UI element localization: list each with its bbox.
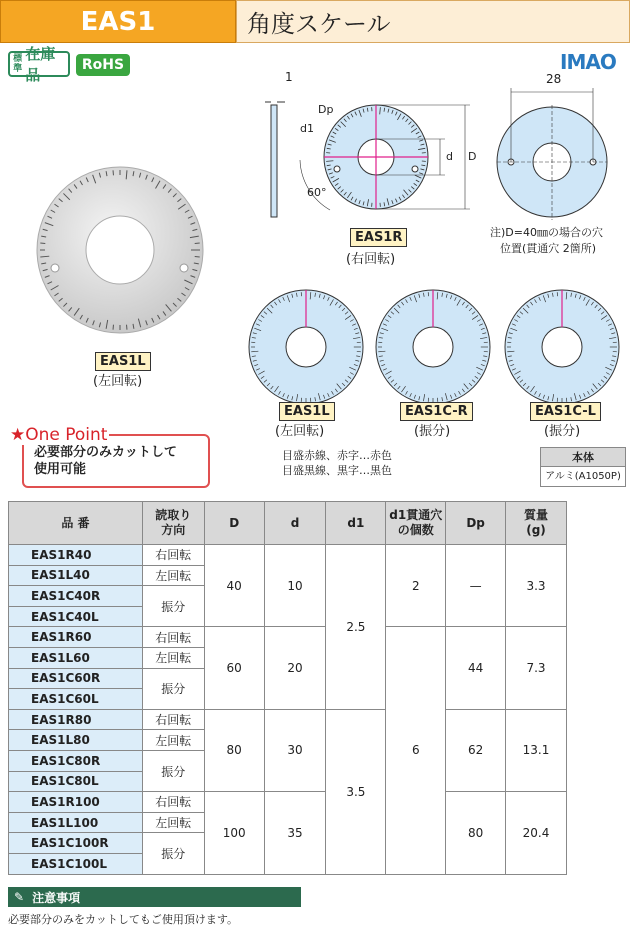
eas1l-photo-direction: (左回転) — [93, 374, 143, 389]
spec-table — [8, 501, 567, 875]
angle-label: 60° — [307, 186, 327, 199]
hole-note-1: 注)D=40㎜の場合の穴 — [490, 226, 603, 239]
table-row: EAS1R100 右回転 100 35 80 20.4 — [9, 792, 567, 813]
eas1l-photo-label: EAS1L — [95, 352, 151, 371]
col-mass: 質量 (g) — [506, 502, 567, 545]
material-box — [540, 447, 626, 487]
legend-black: 目盛黒線、黒字…黒色 — [282, 464, 392, 477]
hole-position-drawing — [497, 88, 607, 220]
imao-logo: IMAO — [560, 50, 616, 74]
eas1l-drawing — [249, 290, 363, 404]
eas1l-label: EAS1L — [279, 402, 335, 421]
legend-red: 目盛赤線、赤字…赤色 — [282, 449, 392, 462]
rohs-badge: RoHS — [76, 54, 130, 76]
eas1l-photo — [37, 167, 203, 333]
table-row: EAS1R60 右回転 60 20 6 44 7.3 — [9, 627, 567, 648]
eas1cr-drawing — [376, 290, 490, 404]
one-point-title: ★One Point — [10, 425, 108, 445]
table-row: EAS1C60R 振分 — [9, 668, 567, 689]
product-title: 角度スケール — [236, 0, 630, 43]
table-row: EAS1C40L — [9, 606, 567, 627]
eas1cl-drawing — [505, 290, 619, 404]
dp-label: Dp — [318, 103, 334, 116]
product-code: EAS1 — [0, 0, 236, 43]
one-point-line2: 使用可能 — [34, 462, 87, 477]
eas1l-direction: (左回転) — [275, 424, 325, 439]
eas1cr-label: EAS1C-R — [400, 402, 473, 421]
table-row: EAS1R80 右回転 80 30 3.5 62 13.1 — [9, 709, 567, 730]
eas1cr-direction: (振分) — [414, 424, 451, 439]
col-D: D — [204, 502, 264, 545]
d-label: d — [446, 150, 453, 163]
d1-label: d1 — [300, 122, 314, 135]
col-dp: Dp — [446, 502, 506, 545]
outer-d-label: D — [468, 150, 477, 163]
table-row: EAS1L60 左回転 — [9, 647, 567, 668]
col-d1: d1 — [326, 502, 386, 545]
caution-title: 注意事項 — [32, 890, 81, 905]
table-row: EAS1L80 左回転 — [9, 730, 567, 751]
eas1cl-direction: (振分) — [544, 424, 581, 439]
col-holes: d1貫通穴 の個数 — [386, 502, 446, 545]
material-header: 本体 — [540, 447, 626, 467]
material-value: アルミ(A1050P) — [540, 467, 626, 487]
eas1r-label: EAS1R — [350, 228, 407, 247]
eas1cl-label: EAS1C-L — [530, 402, 601, 421]
table-row: EAS1L100 左回転 — [9, 812, 567, 833]
table-row: EAS1C80R 振分 — [9, 750, 567, 771]
pencil-icon: ✎ — [14, 890, 25, 904]
col-direction: 読取り 方向 — [142, 502, 204, 545]
table-row: EAS1C60L — [9, 689, 567, 710]
caution-text: 必要部分のみをカットしてもご使用頂けます。 — [8, 913, 239, 926]
width-dim: 28 — [546, 72, 562, 86]
side-view — [271, 105, 277, 217]
table-row: EAS1C100L — [9, 853, 567, 874]
table-row: EAS1C40R 振分 — [9, 586, 567, 607]
table-row: EAS1C100R 振分 — [9, 833, 567, 854]
thickness-dim: 1 — [285, 70, 293, 84]
table-row: EAS1L40 左回転 — [9, 565, 567, 586]
col-d: d — [264, 502, 326, 545]
one-point-line1: 必要部分のみカットして — [34, 445, 177, 460]
col-code: 品 番 — [9, 502, 143, 545]
standard-label: 標準 — [13, 54, 23, 74]
caution-header — [8, 887, 301, 907]
scale-drawings — [0, 60, 630, 460]
stock-label: 在庫品 — [25, 45, 56, 84]
table-row: EAS1C80L — [9, 771, 567, 792]
hole-note-2: 位置(貫通穴 2箇所) — [500, 242, 597, 255]
eas1r-direction: (右回転) — [346, 252, 396, 267]
table-row: EAS1R40 右回転 40 10 2.5 2 — 3.3 — [9, 545, 567, 566]
